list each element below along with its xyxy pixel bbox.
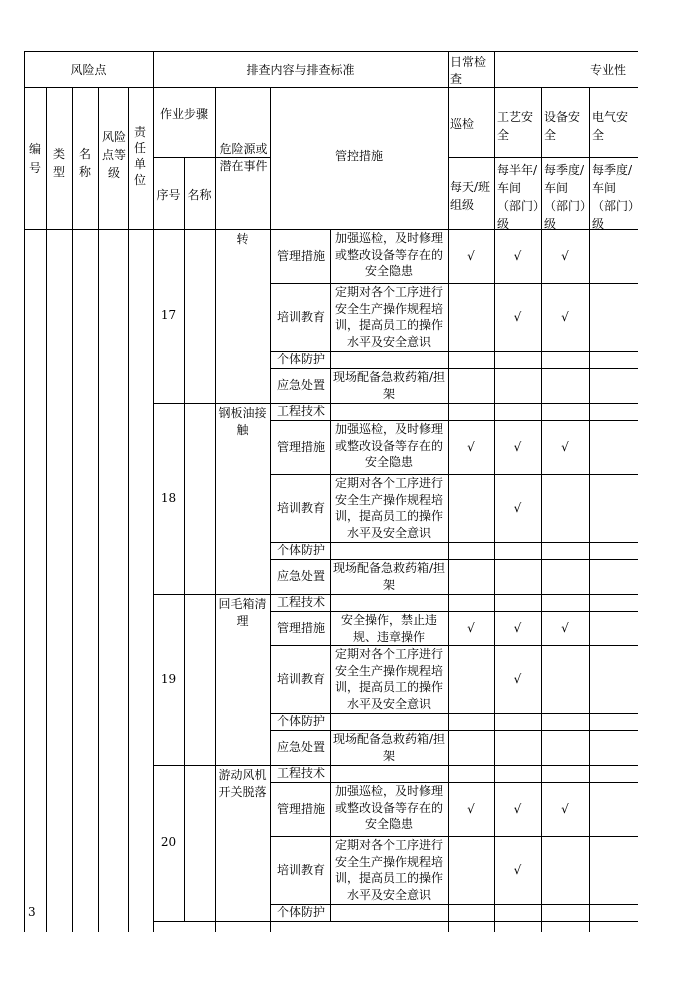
- header-freq-daily: 每天/班组级: [450, 180, 491, 212]
- control-category: 工程技术: [276, 766, 325, 780]
- check-mark: √: [513, 620, 522, 635]
- check-mark: √: [467, 801, 475, 816]
- check-mark: √: [467, 439, 475, 454]
- step-seq: 20: [160, 835, 177, 849]
- header-process-safety: 工艺安全: [497, 110, 534, 142]
- control-category: 培训教育: [276, 862, 325, 877]
- control-category: 应急处置: [276, 740, 325, 754]
- hazard-name: 钢板油接触: [218, 406, 267, 437]
- control-category: 应急处置: [276, 569, 325, 583]
- control-measure: 加强巡检，及时修理或整改设备等存在的安全隐患: [334, 422, 443, 469]
- control-category: 管理措施: [276, 620, 325, 635]
- step-seq: 19: [160, 671, 177, 686]
- check-mark: √: [467, 248, 475, 263]
- header-code: 编号: [28, 142, 41, 175]
- header-inspection: 排查内容与排查标准: [246, 63, 355, 77]
- control-measure: 现场配备急救药箱/担架: [332, 370, 446, 401]
- risk-code: 3: [28, 905, 36, 919]
- check-mark: √: [513, 248, 522, 263]
- header-hazard: 危险源或潜在事件: [219, 142, 268, 173]
- control-category: 管理措施: [276, 439, 325, 454]
- check-mark: √: [561, 801, 569, 816]
- step-seq: 18: [160, 490, 177, 505]
- control-measure: 定期对各个工序进行安全生产操作规程培训，提高员工的操作水平及安全意识: [334, 285, 443, 349]
- header-professional: 专业性: [590, 63, 627, 77]
- header-step-name: 名称: [187, 188, 212, 202]
- step-seq: 17: [160, 308, 177, 322]
- header-patrol: 巡检: [450, 117, 475, 131]
- header-responsible-unit: 责任单位: [134, 125, 147, 187]
- control-measure: 加强巡检，及时修理或整改设备等存在的安全隐患: [334, 784, 443, 831]
- check-mark: √: [513, 801, 522, 816]
- check-mark: √: [561, 248, 569, 263]
- control-measure: 定期对各个工序进行安全生产操作规程培训，提高员工的操作水平及安全意识: [334, 476, 443, 540]
- control-measure: 安全操作，禁止违规、违章操作: [340, 613, 437, 644]
- check-mark: √: [561, 439, 569, 454]
- control-measure: 定期对各个工序进行安全生产操作规程培训，提高员工的操作水平及安全意识: [334, 647, 443, 711]
- control-category: 管理措施: [276, 248, 325, 263]
- hazard-name: 回毛箱清理: [218, 597, 267, 628]
- control-category: 培训教育: [276, 500, 325, 515]
- control-category: 个体防护: [276, 352, 325, 366]
- check-mark: √: [467, 620, 475, 635]
- control-category: 工程技术: [276, 404, 325, 418]
- header-name: 名称: [78, 147, 91, 179]
- control-category: 个体防护: [276, 543, 325, 557]
- check-mark: √: [561, 309, 569, 324]
- hazard-name: 游动风机开关脱落: [218, 768, 267, 799]
- header-electrical-safety: 电气安全: [592, 110, 629, 142]
- header-equipment-safety: 设备安全: [544, 110, 581, 142]
- control-category: 工程技术: [276, 595, 325, 609]
- header-daily-check: 日常检查: [450, 55, 487, 86]
- header-type: 类型: [52, 147, 65, 179]
- control-measure: 现场配备急救药箱/担架: [332, 561, 446, 592]
- hazard-name: 转: [236, 232, 249, 246]
- control-category: 管理措施: [276, 801, 325, 816]
- check-mark: √: [513, 671, 522, 686]
- control-category: 培训教育: [276, 671, 325, 686]
- check-mark: √: [513, 309, 522, 324]
- control-category: 个体防护: [276, 905, 325, 919]
- header-freq-quarter1: 每季度/车间（部门）级: [544, 163, 587, 231]
- header-freq-halfyear: 每半年/车间（部门）级: [497, 163, 540, 231]
- check-mark: √: [513, 439, 522, 454]
- control-category: 个体防护: [276, 714, 325, 728]
- header-work-step: 作业步骤: [159, 107, 208, 121]
- control-measure: 定期对各个工序进行安全生产操作规程培训，提高员工的操作水平及安全意识: [334, 838, 443, 902]
- header-freq-quarter2: 每季度/车间（部门）级: [592, 163, 635, 231]
- check-mark: √: [513, 500, 522, 515]
- header-seq: 序号: [156, 188, 181, 202]
- check-mark: √: [561, 620, 569, 635]
- check-mark: √: [513, 862, 522, 877]
- header-risk-point: 风险点: [70, 63, 107, 77]
- control-measure: 现场配备急救药箱/担架: [332, 732, 446, 763]
- control-measure: 加强巡检，及时修理或整改设备等存在的安全隐患: [334, 231, 443, 278]
- header-control: 管控措施: [334, 149, 383, 163]
- header-risk-level: 风险点等级: [101, 130, 126, 180]
- control-category: 应急处置: [276, 378, 325, 392]
- control-category: 培训教育: [276, 309, 325, 324]
